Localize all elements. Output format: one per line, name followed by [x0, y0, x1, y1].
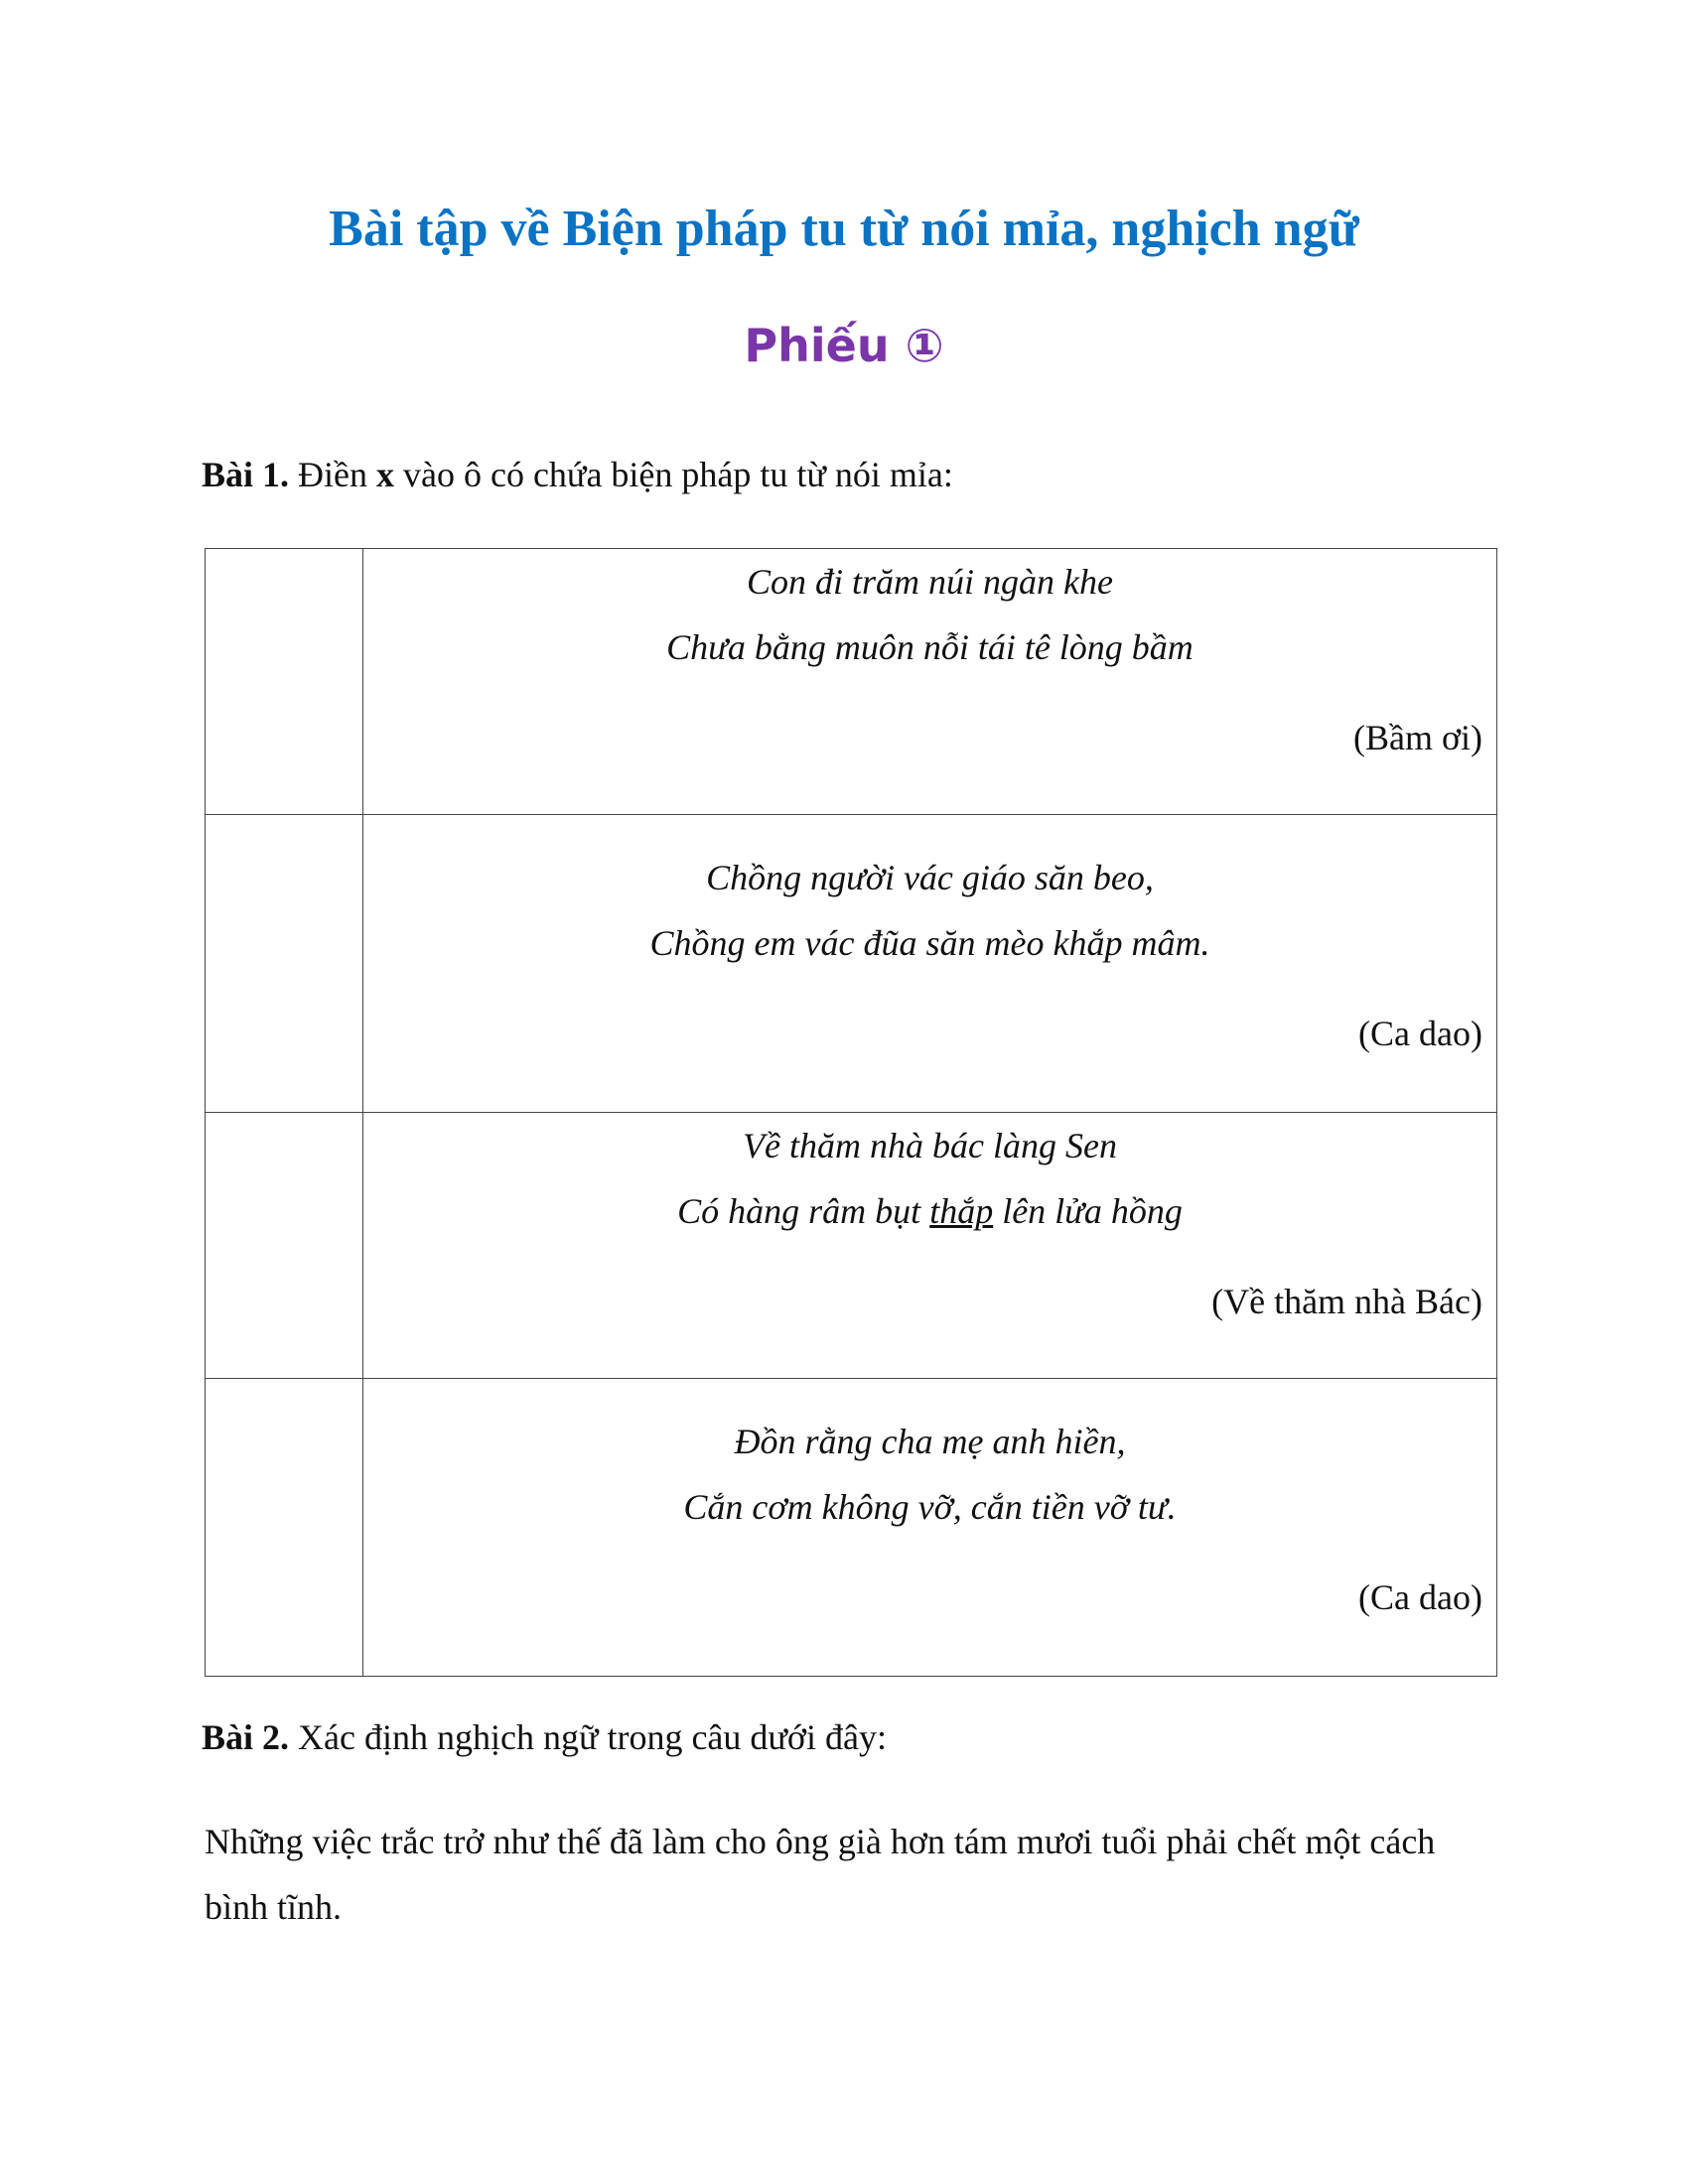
table-row — [206, 1113, 1497, 1379]
verse-line — [363, 1178, 1496, 1244]
quote-cell — [363, 549, 1497, 815]
verse — [363, 815, 1496, 976]
exercise-1-label: Bài 1. — [202, 455, 290, 494]
exercise-1-table — [205, 548, 1497, 1677]
exercise-2-text: Xác định nghịch ngữ trong câu dưới đây: — [289, 1717, 887, 1757]
verse — [363, 549, 1496, 680]
answer-box[interactable] — [206, 549, 363, 815]
verse-line: Con đi trăm núi ngàn khe — [747, 562, 1113, 602]
exercise-1-heading — [202, 452, 953, 497]
table-row — [206, 549, 1497, 815]
exercise-2-label: Bài 2. — [202, 1717, 290, 1757]
verse-line: Chưa bằng muôn nỗi tái tê lòng bầm — [666, 627, 1194, 667]
answer-box[interactable] — [206, 815, 363, 1113]
verse-line: Đồn rằng cha mẹ anh hiền, — [734, 1422, 1126, 1461]
page-title: Bài tập về Biện pháp tu từ nói mỉa, nghịch ngữ — [329, 201, 1359, 257]
underlined-word: thắp — [929, 1191, 994, 1231]
verse-text: Có hàng râm bụt — [677, 1191, 930, 1231]
source-citation: (Bầm ơi) — [1352, 718, 1482, 757]
verse-text: lên lửa hồng — [993, 1191, 1183, 1231]
source-citation: (Ca dao) — [1358, 1014, 1482, 1053]
verse — [363, 1379, 1496, 1540]
verse-line: Cắn cơm không vỡ, cắn tiền vỡ tư. — [683, 1487, 1177, 1527]
exercise-1-text-before: Điền — [289, 455, 376, 494]
answer-box[interactable] — [206, 1113, 363, 1379]
exercise-1-keyword: x — [376, 455, 394, 494]
sheet-label: Phiếu ① — [744, 319, 944, 372]
quote-cell — [363, 1113, 1497, 1379]
verse — [363, 1113, 1496, 1244]
source-citation: (Ca dao) — [1358, 1577, 1482, 1617]
source-citation: (Về thăm nhà Bác) — [1211, 1282, 1482, 1321]
quote-cell — [363, 1379, 1497, 1677]
table-row — [206, 1379, 1497, 1677]
quote-cell — [363, 815, 1497, 1113]
verse-line: Chồng người vác giáo săn beo, — [706, 858, 1154, 897]
exercise-1-text-after: vào ô có chứa biện pháp tu từ nói mỉa: — [394, 455, 953, 494]
exercise-2-passage: Những việc trắc trở như thế đã làm cho ông già hơn tám mươi tuổi phải chết một cách bình tĩnh. — [205, 1822, 1436, 1927]
verse-line: Về thăm nhà bác làng Sen — [743, 1126, 1117, 1165]
table-row — [206, 815, 1497, 1113]
verse-line: Chồng em vác đũa săn mèo khắp mâm. — [649, 923, 1210, 963]
exercise-2-heading — [202, 1714, 887, 1760]
answer-box[interactable] — [206, 1379, 363, 1677]
